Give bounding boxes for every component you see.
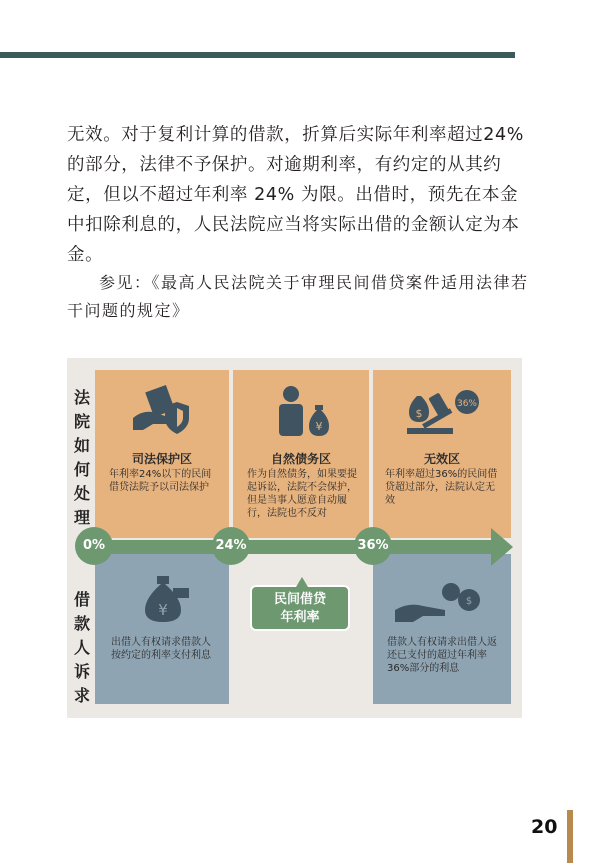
claim-card-lender [95,554,229,704]
svg-text:$: $ [465,596,473,607]
person-money-bag-icon [273,384,333,438]
page-number: 20 [531,816,558,838]
handshake-shield-icon [131,384,193,436]
claim-desc-borrower: 借款人有权请求出借人返还已支付的超过年利率36%部分的利息 [387,637,497,674]
marker-0-percent: 0% [75,527,113,565]
interest-rate-infographic [67,358,522,718]
svg-text:36%: 36% [456,399,478,409]
top-rule [0,52,515,58]
claim-card-borrower [373,554,511,704]
rate-axis-bar [103,540,493,554]
page-number-bar [567,810,573,863]
side-label-court: 法院如何处理 [73,388,90,527]
zone-title-protection: 司法保护区 [131,452,192,466]
zone-desc-natural-debt: 作为自然债务，如果要提起诉讼，法院不会保护，但是当事人愿意自动履行，法院也不反对 [247,469,357,519]
zone-card-protection [95,370,229,538]
badge-pointer [296,577,308,587]
center-badge-rate [250,585,350,631]
zone-title-natural-debt: 自然债务区 [270,452,331,466]
side-label-borrower: 借款人诉求 [73,590,90,705]
zone-title-invalid: 无效区 [423,452,460,466]
zone-desc-invalid: 年利率超过36%的民间借贷超过部分，法院认定无效 [385,469,498,506]
badge-line-2: 年利率 [280,610,320,625]
marker-36-percent: 36% [354,527,392,565]
zone-card-invalid [373,370,511,538]
svg-text:¥: ¥ [315,420,323,433]
badge-line-1: 民间借贷 [273,592,326,607]
hand-coins-icon [393,580,489,628]
svg-text:$: $ [415,407,423,420]
yuan-money-bag-icon [139,568,191,624]
gavel-money-icon [403,384,483,438]
zone-card-natural-debt [233,370,369,538]
svg-text:¥: ¥ [158,601,168,619]
rate-axis-arrowhead [491,528,513,566]
reference-note: 参见：《最高人民法院关于审理民间借贷案件适用法律若干问题的规定》 [67,273,529,320]
marker-24-percent: 24% [212,527,250,565]
claim-desc-lender: 出借人有权请求借款人按约定的利率支付利息 [111,637,211,661]
zone-desc-protection: 年利率24%以下的民间借贷法院予以司法保护 [109,469,212,493]
body-paragraph: 无效。对于复利计算的借款，折算后实际年利率超过24% 的部分，法律不予保护。对逾期利率，有约定的从其约定，但以不超过年利率 24% 为限。出借时，预先在本金中扣除利息的，人民法院应当将实际出借的金额认定为本金。 [67,125,524,265]
